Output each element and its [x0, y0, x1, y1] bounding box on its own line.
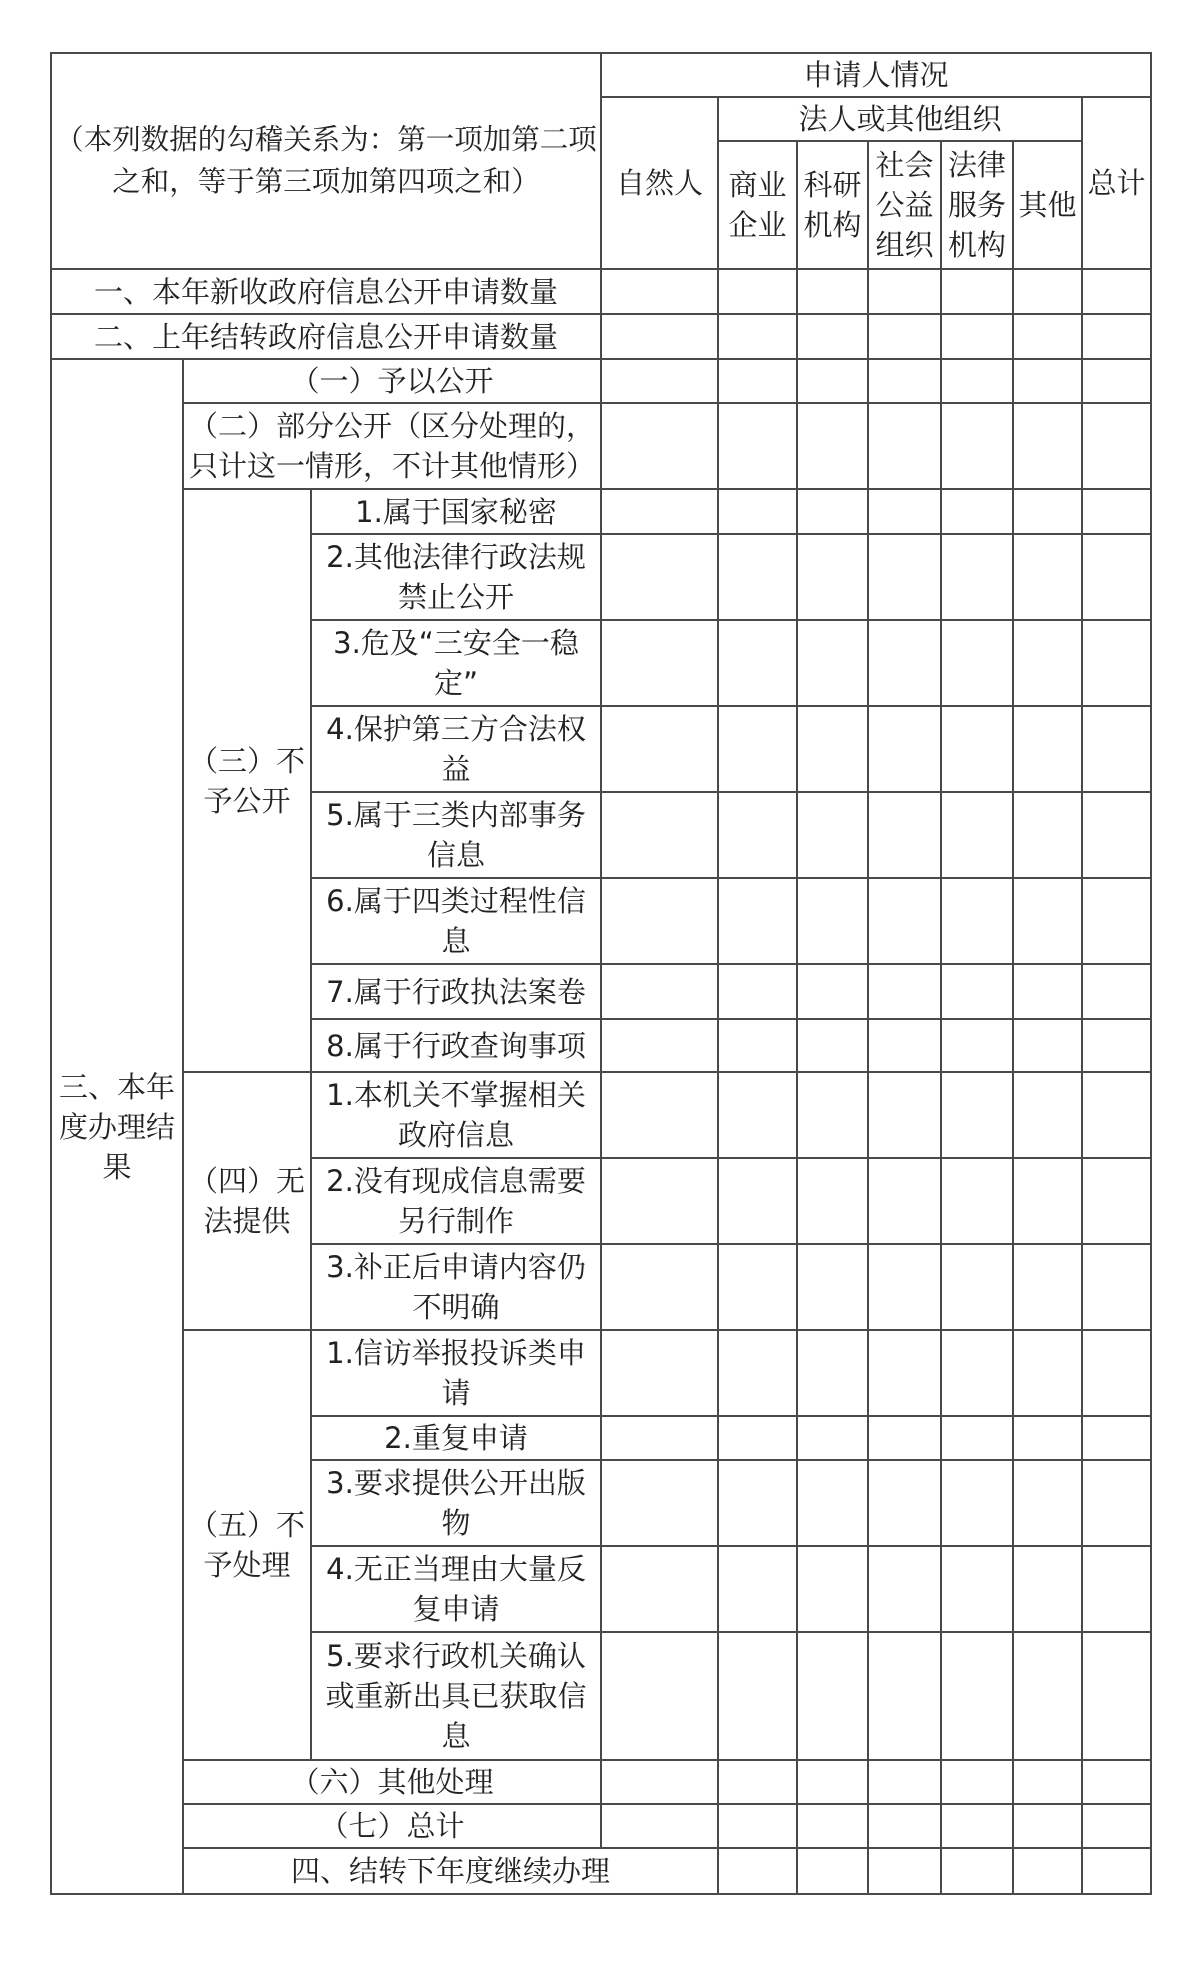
- header-col-public-welfare: 社会公益组织: [868, 141, 941, 269]
- table-cell: [1082, 314, 1151, 359]
- table-cell: [1082, 1158, 1151, 1244]
- table-cell: [1013, 792, 1082, 878]
- table-cell: [868, 489, 941, 534]
- table-cell: [601, 1632, 718, 1760]
- row-not-processed-item: 1.信访举报投诉类申请: [311, 1330, 601, 1416]
- table-cell: [718, 706, 797, 792]
- table-cell: [941, 403, 1013, 489]
- table-cell: [1082, 1019, 1151, 1072]
- row-not-processed: （五）不予处理: [183, 1330, 311, 1760]
- table-cell: [1013, 1244, 1082, 1330]
- table-cell: [868, 1760, 941, 1804]
- table-cell: [797, 403, 868, 489]
- table-cell: [941, 489, 1013, 534]
- table-cell: [1013, 269, 1082, 314]
- header-col-other: 其他: [1013, 141, 1082, 269]
- table-cell: [941, 534, 1013, 620]
- table-cell: [601, 1158, 718, 1244]
- table-cell: [718, 269, 797, 314]
- row-not-disclosed-item: 3.危及“三安全一稳定”: [311, 620, 601, 706]
- row-not-disclosed-item: 6.属于四类过程性信息: [311, 878, 601, 964]
- table-cell: [718, 1330, 797, 1416]
- table-cell: [1013, 1019, 1082, 1072]
- table-cell: [797, 1158, 868, 1244]
- table-cell: [601, 1244, 718, 1330]
- row-not-processed-item: 2.重复申请: [311, 1416, 601, 1460]
- header-total: 总计: [1082, 97, 1151, 269]
- table-cell: [718, 620, 797, 706]
- header-applicant-situation: 申请人情况: [601, 53, 1151, 97]
- table-cell: [601, 534, 718, 620]
- table-cell: [868, 1330, 941, 1416]
- header-col-legal-service: 法律服务机构: [941, 141, 1013, 269]
- table-cell: [1082, 1804, 1151, 1848]
- table-cell: [797, 1804, 868, 1848]
- table-cell: [797, 1848, 868, 1894]
- row-unable-item: 1.本机关不掌握相关政府信息: [311, 1072, 601, 1158]
- table-cell: [601, 1416, 718, 1460]
- table-cell: [1082, 1330, 1151, 1416]
- table-cell: [1013, 620, 1082, 706]
- table-cell: [1013, 403, 1082, 489]
- table-cell: [601, 1460, 718, 1546]
- row-unable-item: 3.补正后申请内容仍不明确: [311, 1244, 601, 1330]
- table-cell: [868, 314, 941, 359]
- table-cell: [601, 1546, 718, 1632]
- table-cell: [941, 1848, 1013, 1894]
- header-col-research: 科研机构: [797, 141, 868, 269]
- table-cell: [601, 706, 718, 792]
- table-cell: [1013, 878, 1082, 964]
- row-not-disclosed: （三）不予公开: [183, 489, 311, 1072]
- table-cell: [601, 403, 718, 489]
- table-cell: [868, 878, 941, 964]
- table-cell: [941, 359, 1013, 403]
- row-carried-to-next-year: 四、结转下年度继续办理: [183, 1848, 718, 1894]
- table-cell: [797, 314, 868, 359]
- table-cell: [797, 1632, 868, 1760]
- table-cell: [941, 1546, 1013, 1632]
- table-cell: [797, 706, 868, 792]
- table-cell: [718, 1019, 797, 1072]
- table-cell: [1082, 359, 1151, 403]
- table-cell: [601, 314, 718, 359]
- table-cell: [941, 706, 1013, 792]
- table-cell: [1013, 1416, 1082, 1460]
- table-cell: [601, 1804, 718, 1848]
- table-cell: [718, 1760, 797, 1804]
- table-cell: [797, 878, 868, 964]
- table-cell: [868, 706, 941, 792]
- table-cell: [868, 534, 941, 620]
- table-cell: [601, 1330, 718, 1416]
- row-not-disclosed-item: 7.属于行政执法案卷: [311, 964, 601, 1019]
- row-other-handling: （六）其他处理: [183, 1760, 601, 1804]
- table-cell: [1013, 1330, 1082, 1416]
- table-cell: [1082, 792, 1151, 878]
- table-cell: [941, 878, 1013, 964]
- table-cell: [1013, 314, 1082, 359]
- table-cell: [941, 314, 1013, 359]
- table-cell: [718, 964, 797, 1019]
- table-cell: [1013, 1632, 1082, 1760]
- table-cell: [718, 1848, 797, 1894]
- table-cell: [868, 1416, 941, 1460]
- row-not-disclosed-item: 2.其他法律行政法规禁止公开: [311, 534, 601, 620]
- table-cell: [868, 792, 941, 878]
- table-cell: [1082, 1760, 1151, 1804]
- table-cell: [868, 964, 941, 1019]
- table-cell: [1082, 489, 1151, 534]
- row-not-disclosed-item: 8.属于行政查询事项: [311, 1019, 601, 1072]
- table-cell: [718, 314, 797, 359]
- table-cell: [941, 269, 1013, 314]
- table-cell: [868, 620, 941, 706]
- table-cell: [1082, 706, 1151, 792]
- table-cell: [797, 1072, 868, 1158]
- table-cell: [941, 1019, 1013, 1072]
- table-cell: [718, 878, 797, 964]
- table-cell: [1013, 359, 1082, 403]
- table-cell: [601, 620, 718, 706]
- table-cell: [941, 1760, 1013, 1804]
- row-partially-disclosed: （二）部分公开（区分处理的，只计这一情形，不计其他情形）: [183, 403, 601, 489]
- table-cell: [601, 878, 718, 964]
- table-cell: [797, 1460, 868, 1546]
- table-cell: [797, 1330, 868, 1416]
- row-not-processed-item: 5.要求行政机关确认或重新出具已获取信息: [311, 1632, 601, 1760]
- row-not-processed-item: 3.要求提供公开出版物: [311, 1460, 601, 1546]
- table-cell: [601, 964, 718, 1019]
- row-not-processed-item: 4.无正当理由大量反复申请: [311, 1546, 601, 1632]
- table-cell: [718, 489, 797, 534]
- table-cell: [1082, 878, 1151, 964]
- row-unable-to-provide: （四）无法提供: [183, 1072, 311, 1330]
- table-cell: [718, 1804, 797, 1848]
- table-cell: [797, 620, 868, 706]
- table-cell: [941, 1330, 1013, 1416]
- table-cell: [1082, 1072, 1151, 1158]
- row-new-applications: 一、本年新收政府信息公开申请数量: [51, 269, 601, 314]
- table-cell: [718, 1244, 797, 1330]
- table-cell: [718, 1158, 797, 1244]
- row-not-disclosed-item: 5.属于三类内部事务信息: [311, 792, 601, 878]
- table-cell: [1013, 1072, 1082, 1158]
- table-cell: [797, 1244, 868, 1330]
- table-cell: [1082, 1848, 1151, 1894]
- table-cell: [941, 1632, 1013, 1760]
- table-cell: [601, 269, 718, 314]
- table-cell: [797, 359, 868, 403]
- table-cell: [1082, 534, 1151, 620]
- table-cell: [941, 1244, 1013, 1330]
- table-cell: [797, 489, 868, 534]
- table-cell: [868, 1546, 941, 1632]
- table-cell: [868, 359, 941, 403]
- table-cell: [1013, 1760, 1082, 1804]
- table-cell: [868, 1072, 941, 1158]
- table-cell: [1082, 1460, 1151, 1546]
- table-cell: [1082, 403, 1151, 489]
- table-cell: [1082, 620, 1151, 706]
- table-cell: [868, 403, 941, 489]
- row-disclosed: （一）予以公开: [183, 359, 601, 403]
- table-cell: [868, 1019, 941, 1072]
- table-cell: [718, 359, 797, 403]
- table-cell: [941, 1416, 1013, 1460]
- information-disclosure-table: [50, 52, 1152, 1895]
- table-cell: [941, 1072, 1013, 1158]
- table-cell: [718, 534, 797, 620]
- table-cell: [868, 1804, 941, 1848]
- table-cell: [718, 792, 797, 878]
- table-cell: [1013, 1804, 1082, 1848]
- row-not-disclosed-item: 4.保护第三方合法权益: [311, 706, 601, 792]
- table-cell: [941, 620, 1013, 706]
- table-cell: [718, 1416, 797, 1460]
- table-cell: [601, 359, 718, 403]
- table-cell: [868, 1244, 941, 1330]
- table-cell: [941, 964, 1013, 1019]
- table-cell: [601, 1072, 718, 1158]
- table-cell: [797, 1760, 868, 1804]
- table-cell: [868, 1632, 941, 1760]
- header-col-commercial: 商业企业: [718, 141, 797, 269]
- table-cell: [941, 1804, 1013, 1848]
- table-cell: [1082, 269, 1151, 314]
- header-legal-person-group: 法人或其他组织: [718, 97, 1082, 141]
- table-cell: [1013, 1848, 1082, 1894]
- table-cell: [941, 1158, 1013, 1244]
- table-cell: [868, 1158, 941, 1244]
- table-cell: [1082, 1632, 1151, 1760]
- table-cell: [1013, 489, 1082, 534]
- table-cell: [1013, 706, 1082, 792]
- header-note-text: （本列数据的勾稽关系为：第一项加第二项之和，等于第三项加第四项之和）: [55, 123, 597, 198]
- table-cell: [1082, 964, 1151, 1019]
- table-cell: [718, 1632, 797, 1760]
- row-not-disclosed-item: 1.属于国家秘密: [311, 489, 601, 534]
- table-cell: [1082, 1546, 1151, 1632]
- table-cell: [797, 792, 868, 878]
- table-cell: [601, 489, 718, 534]
- table-cell: [797, 269, 868, 314]
- row-carried-over-applications: 二、上年结转政府信息公开申请数量: [51, 314, 601, 359]
- table-cell: [601, 792, 718, 878]
- row-subtotal: （七）总计: [183, 1804, 601, 1848]
- table-cell: [941, 792, 1013, 878]
- table-cell: [1013, 1158, 1082, 1244]
- row-handling-results: 三、本年度办理结果: [51, 359, 183, 1894]
- table-cell: [941, 1460, 1013, 1546]
- table-cell: [718, 1072, 797, 1158]
- table-cell: [1013, 534, 1082, 620]
- table-cell: [797, 1416, 868, 1460]
- table-cell: [718, 1546, 797, 1632]
- row-unable-item: 2.没有现成信息需要另行制作: [311, 1158, 601, 1244]
- table-cell: [868, 1848, 941, 1894]
- table-cell: [797, 1546, 868, 1632]
- table-cell: [797, 534, 868, 620]
- table-cell: [1013, 1546, 1082, 1632]
- table-cell: [1082, 1244, 1151, 1330]
- table-cell: [797, 1019, 868, 1072]
- table-cell: [601, 1019, 718, 1072]
- header-note: [51, 53, 601, 269]
- table-cell: [797, 964, 868, 1019]
- table-cell: [718, 403, 797, 489]
- table-cell: [1082, 1416, 1151, 1460]
- table-cell: [868, 1460, 941, 1546]
- header-natural-person: 自然人: [601, 97, 718, 269]
- table-cell: [718, 1460, 797, 1546]
- table-cell: [1013, 1460, 1082, 1546]
- table-cell: [868, 269, 941, 314]
- table-cell: [1013, 964, 1082, 1019]
- table-cell: [601, 1760, 718, 1804]
